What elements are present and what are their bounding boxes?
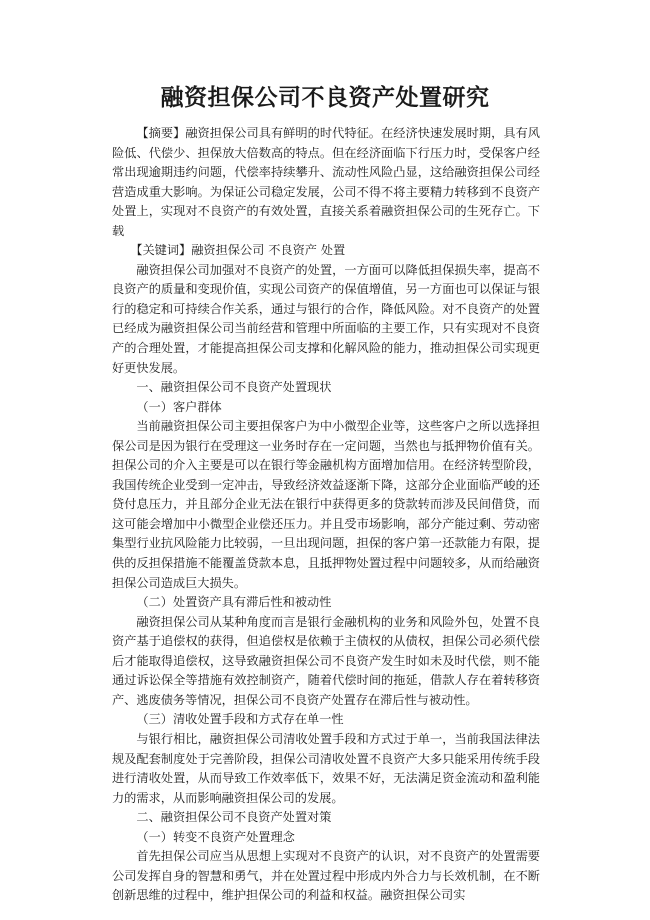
body-paragraph: 融资担保公司加强对不良资产的处置，一方面可以降低担保损失率，提高不良资产的质量和变现价值，实现公司资产的保值增值，另一方面也可以保证与银行的稳定和可持续合作关系，通过与银行的合作，降低风险。对不良资产的处置已经成为融资担保公司当前经营和管理中所面临的主要工作，只有实现对不良资产的合理处置，才能提高担保公司支撑和化解风险的能力，推动担保公司实现更好更快发展。 [112, 262, 540, 375]
body-paragraph: 当前融资担保公司主要担保客户为中小微型企业等，这些客户之所以选择担保公司是因为银行在受理这一业务时存在一定问题，当然也与抵押物价值有关。担保公司的介入主要是可以在银行等金融机构方面增加信用。在经济转型阶段，我国传统企业受到一定冲击，导致经济效益逐渐下降，这部分企业面临严峻的还贷付息压力，并且部分企业无法在银行中获得更多的贷款转而涉及民间借贷，而这可能会增加中小微型企业偿还压力。并且受市场影响，部分产能过剩、劳动密集型行业抗风险能力比较弱，一旦出现问题，担保的客户第一还款能力有限，提供的反担保措施不能覆盖贷款本息，且抵押物处置过程中问题较多，从而给融资担保公司造成巨大损失。 [112, 419, 540, 590]
subsection-heading: （一）转变不良资产处置理念 [136, 829, 295, 844]
keywords-line: 【关键词】融资担保公司 不良资产 处置 [130, 243, 346, 258]
subsection-heading: （三）清收处置手段和方式存在单一性 [136, 712, 344, 727]
section-heading: 二、融资担保公司不良资产处置对策 [136, 810, 332, 825]
body-paragraph: 与银行相比，融资担保公司清收处置手段和方式过于单一，当前我国法律法规及配套制度处于完善阶段，担保公司清收处置不良资产大多只能采用传统手段进行清收处置，从而导致工作效率低下，效果不好，无法满足资金流动和盈利能力的需求，从而影响融资担保公司的发展。 [112, 731, 540, 805]
subsection-heading: （一）客户群体 [136, 399, 222, 414]
document-body [112, 124, 540, 906]
document-title: 融资担保公司不良资产处置研究 [160, 85, 490, 111]
subsection-heading: （二）处置资产具有滞后性和被动性 [136, 595, 332, 610]
abstract-paragraph: 【摘要】融资担保公司具有鲜明的时代特征。在经济快速发展时期，具有风险低、代偿少、担保放大倍数高的特点。但在经济面临下行压力时，受保客户经常出现逾期违约问题，代偿率持续攀升、流动性风险凸显，这给融资担保公司经营造成重大影响。为保证公司稳定发展，公司不得不将主要精力转移到不良资产处置上，实现对不良资产的有效处置，直接关系着融资担保公司的生死存亡。下载 [112, 126, 540, 238]
section-heading: 一、融资担保公司不良资产处置现状 [136, 380, 332, 395]
body-paragraph: 融资担保公司从某种角度而言是银行金融机构的业务和风险外包，处置不良资产基于追偿权的获得，但追偿权是依赖于主债权的从债权，担保公司必须代偿后才能取得追偿权，这导致融资担保公司不良资产发生时如未及时代偿，则不能通过诉讼保全等措施有效控制资产，随着代偿时间的拖延，借款人存在着转移资产、逃废债务等情况，担保公司不良资产处置存在滞后性与被动性。 [112, 614, 540, 707]
body-paragraph: 首先担保公司应当从思想上实现对不良资产的认识，对不良资产的处置需要公司发挥自身的智慧和勇气，并在处置过程中形成内外合力与长效机制，在不断创新思维的过程中，维护担保公司的利益和权益。融资担保公司实 [112, 849, 540, 903]
